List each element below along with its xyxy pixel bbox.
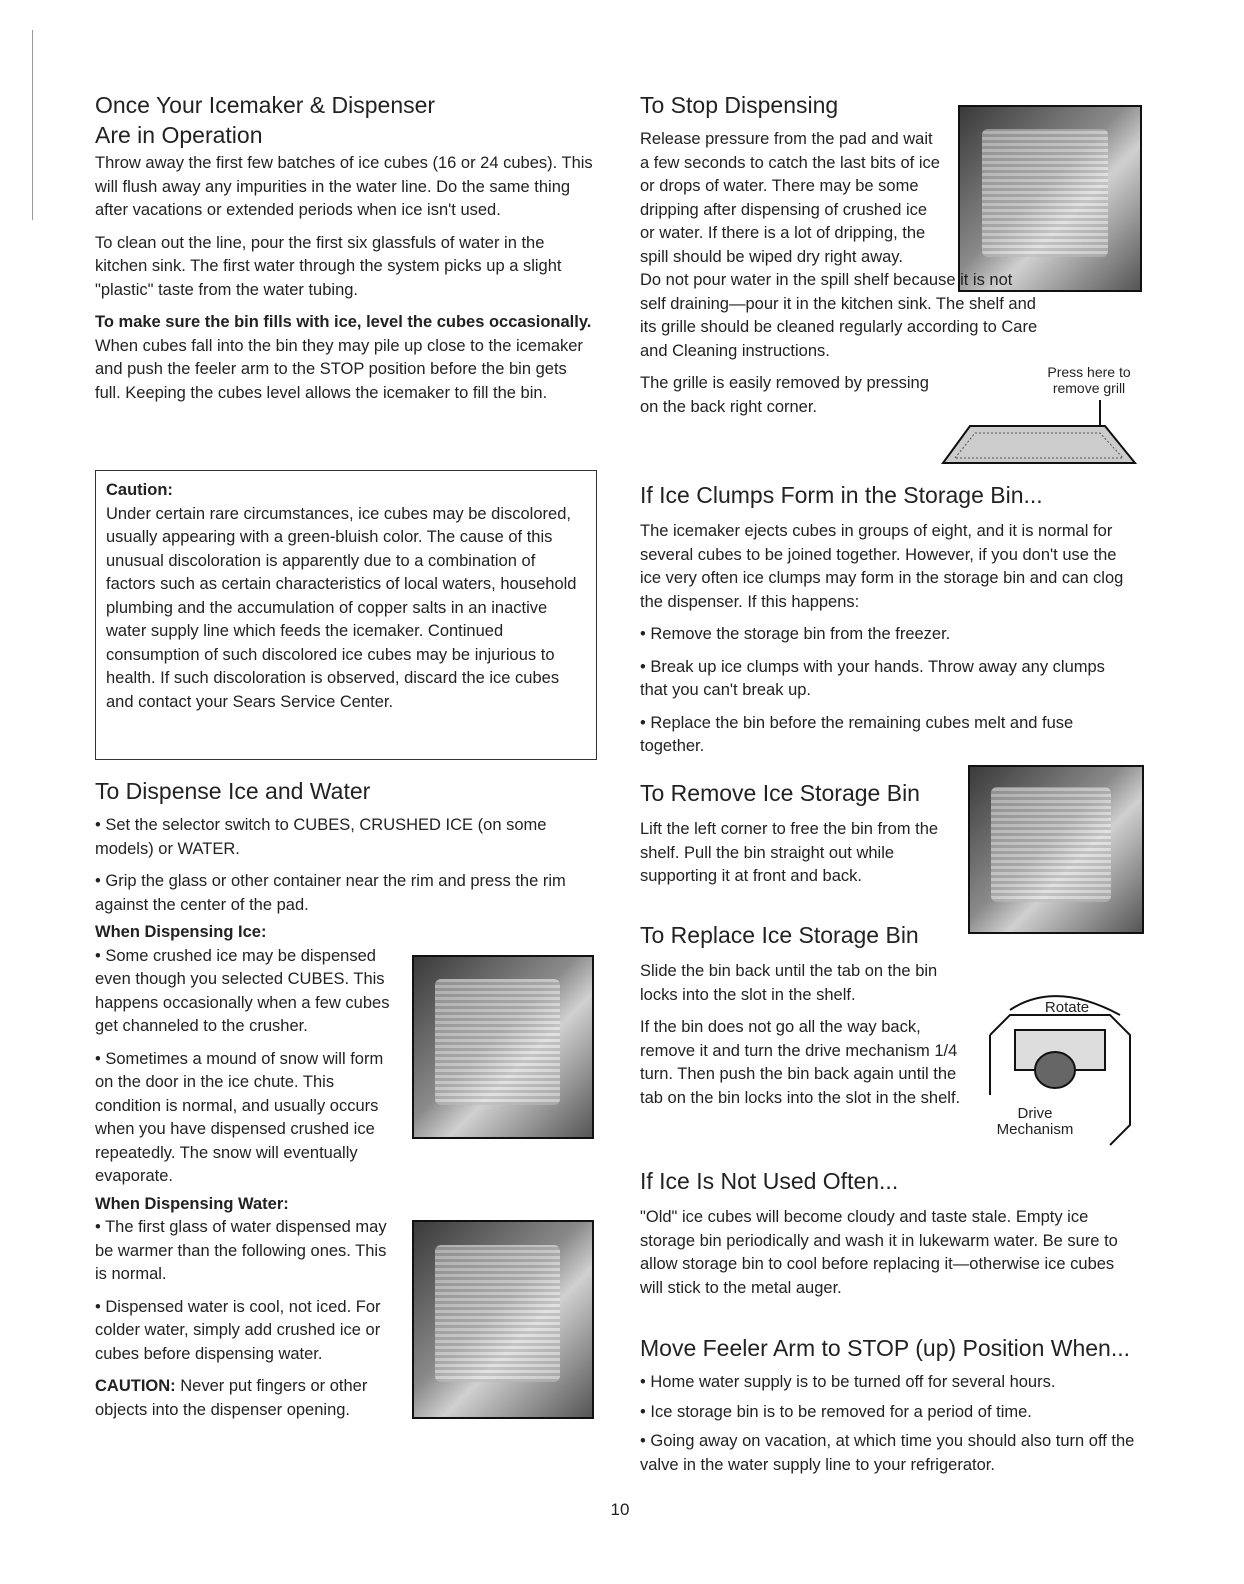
heading: To Remove Ice Storage Bin: [640, 780, 920, 806]
bullet: • The first glass of water dispensed may be warmer than the following ones. This is normal.: [95, 1218, 387, 1283]
bullet: • Break up ice clumps with your hands. Throw away any clumps that you can't break up.: [640, 657, 1105, 699]
heading: To Stop Dispensing: [640, 92, 839, 118]
bullet: • Remove the storage bin from the freezer.: [640, 625, 951, 643]
section-remove-bin: [640, 778, 950, 898]
press-label: Press here to remove grill: [1047, 364, 1131, 396]
text: When cubes fall into the bin they may pile up close to the icemaker and push the feeler arm to the STOP position before the bin gets full. Keeping the cubes level allows the icemaker to fill the bin.: [95, 336, 583, 402]
section-feeler-arm: [640, 1333, 1135, 1486]
paragraph: The icemaker ejects cubes in groups of eight, and it is normal for several cubes to be joined together. However, if you don't use the ice very often ice clumps may form in the storage bin and can clog the dispenser. If this happens:: [640, 522, 1124, 611]
heading: Move Feeler Arm to STOP (up) Position When...: [640, 1335, 1131, 1361]
grille-illustration: [935, 398, 1145, 468]
heading: To Replace Ice Storage Bin: [640, 922, 919, 948]
bullet: • Ice storage bin is to be removed for a period of time.: [640, 1402, 1032, 1421]
text: Never put fingers or other objects into the dispenser opening.: [95, 1377, 368, 1419]
bullet: • Some crushed ice may be dispensed even though you selected CUBES. This happens occasionally when a few cubes get channeled to the crusher.: [95, 946, 390, 1035]
subheading: When Dispensing Water:: [95, 1194, 289, 1213]
bullet: • Going away on vacation, at which time you should also turn off the valve in the water supply line to your refrigerator.: [640, 1432, 1135, 1474]
bullet: • Set the selector switch to CUBES, CRUSHED ICE (on some models) or WATER.: [95, 816, 547, 858]
section-operation: [95, 90, 595, 414]
margin-rule: [32, 30, 33, 220]
heading: Are in Operation: [95, 122, 263, 148]
heading: If Ice Clumps Form in the Storage Bin...: [640, 482, 1043, 508]
paragraph: "Old" ice cubes will become cloudy and taste stale. Empty ice storage bin periodically and wash it in lukewarm water. Be sure to allow storage bin to cool before replacing it—otherwise ice cubes will stick to the metal auger.: [640, 1208, 1118, 1297]
page-number: 10: [610, 1500, 630, 1519]
caution-note: [95, 1375, 395, 1422]
drive-mechanism-label: Drive Mechanism: [996, 1105, 1074, 1138]
water-dispensing-illustration: [412, 1220, 594, 1419]
section-clumps: [640, 480, 1130, 768]
caution-text: Under certain rare circumstances, ice cubes may be discolored, usually appearing with a green-bluish color. The cause of this unusual discoloration is apparently due to a combination of factors such as certain characteristics of local waters, household plumbing and the accumulation of copper salts in an inactive water supply line which feeds the icemaker. Continued consumption of such discolored ice cubes may be injurious to health. If such discoloration is observed, discard the ice cubes and contact your Sears Service Center.: [106, 504, 577, 711]
bullet: • Dispensed water is cool, not iced. For colder water, simply add crushed ice or cubes before dispensing water.: [95, 1297, 381, 1363]
bullet: • Grip the glass or other container near the rim and press the rim against the center of the pad.: [95, 872, 566, 914]
ice-dispensing-illustration: [412, 955, 594, 1139]
paragraph: To clean out the line, pour the first six glassfuls of water in the kitchen sink. The first water through the system picks up a slight "plastic" taste from the water tubing.: [95, 233, 562, 299]
caution-label: CAUTION:: [95, 1377, 176, 1395]
paragraph: If the bin does not go all the way back, remove it and turn the drive mechanism 1/4 turn. Then push the bin back again until the tab on the bin locks into the slot in the shelf.: [640, 1018, 961, 1107]
paragraph: The grille is easily removed by pressing on the back right corner.: [640, 374, 929, 416]
rotate-label: Rotate: [1044, 999, 1090, 1016]
bold-lead: To make sure the bin fills with ice, level the cubes occasionally.: [95, 313, 592, 331]
bullet: • Home water supply is to be turned off for several hours.: [640, 1373, 1056, 1391]
caution-title: Caution:: [106, 481, 173, 499]
section-replace-bin: [640, 920, 970, 1119]
heading: If Ice Is Not Used Often...: [640, 1168, 899, 1194]
heading: To Dispense Ice and Water: [95, 778, 371, 804]
bullet: • Sometimes a mound of snow will form on the door in the ice chute. This condition is normal, and usually occurs when you have dispensed crushed ice repeatedly. The snow will eventually evaporate.: [95, 1049, 384, 1185]
bullet: • Replace the bin before the remaining cubes melt and fuse together.: [640, 713, 1074, 755]
section-not-used: [640, 1166, 1135, 1309]
remove-bin-illustration: [968, 765, 1144, 934]
paragraph: Slide the bin back until the tab on the bin locks into the slot in the shelf.: [640, 962, 938, 1004]
subheading: When Dispensing Ice:: [95, 923, 267, 941]
paragraph: Lift the left corner to free the bin from the shelf. Pull the bin straight out while supporting it at front and back.: [640, 820, 939, 885]
caution-box: [95, 470, 597, 760]
paragraph: [95, 311, 595, 405]
paragraph: Release pressure from the pad and wait a few seconds to catch the last bits of ice or drops of water. There may be some dripping after dispensing of crushed ice or water. If there is a lot of dripping, the spill should be wiped dry right away.: [640, 130, 940, 266]
heading: Once Your Icemaker & Dispenser: [95, 92, 436, 118]
paragraph: Do not pour water in the spill shelf because it is not self draining—pour it in the kitchen sink. The shelf and its grille should be cleaned regularly according to Care and Cleaning instructions.: [640, 271, 1038, 360]
paragraph: Throw away the first few batches of ice cubes (16 or 24 cubes). This will flush away any impurities in the water line. Do the same thing after vacations or extended periods when ice isn't used.: [95, 154, 593, 219]
